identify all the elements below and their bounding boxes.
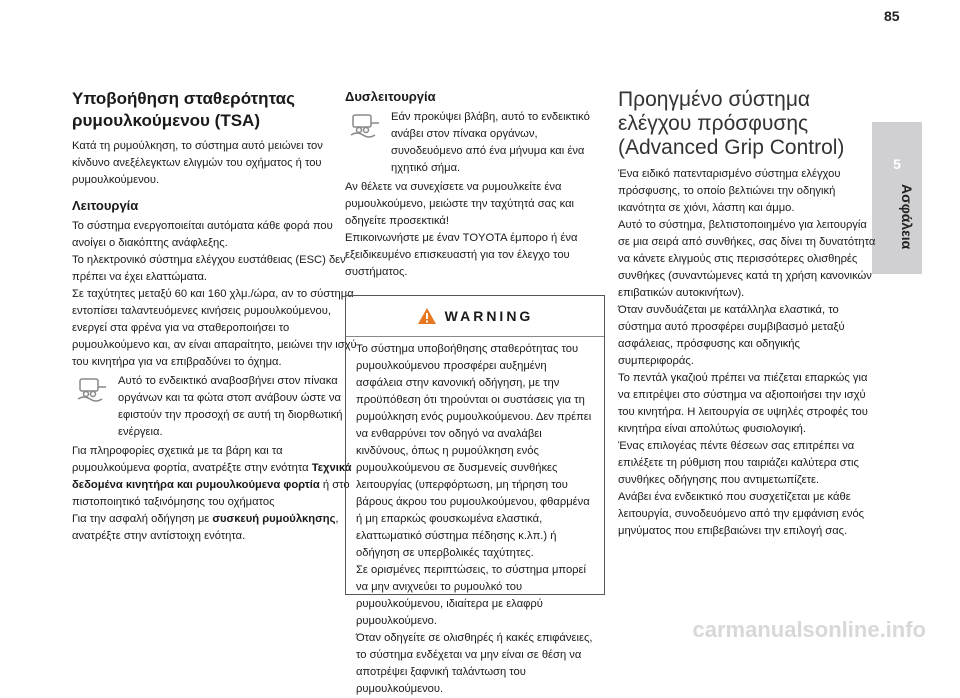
malfunction-heading: Δυσλειτουργία xyxy=(345,89,436,104)
warning-text-3: Όταν οδηγείτε σε ολισθηρές ή κακές επιφάνειες, το σύστημα ενδέχεται να μην είναι σε θέση να αποτρέψει ξαφνική ταλάντωση του ρυμουλκούμενου. xyxy=(356,632,593,695)
column-malfunction xyxy=(345,88,605,695)
chapter-tab xyxy=(872,122,922,274)
chapter-label: Ασφάλεια xyxy=(899,184,915,250)
warning-header xyxy=(346,296,604,337)
warning-text-2: Σε ορισμένες περιπτώσεις, το σύστημα μπορεί να μην ανιχνεύει το ρυμουλκό του ρυμουλκούμενου, ιδιαίτερα με ελαφρύ ρυμουλκούμενο. xyxy=(356,564,587,627)
grip-para3: Όταν συνδυάζεται με κατάλληλα ελαστικά, το σύστημα αυτό προσφέρει συμβιβασμό μεταξύ ασφάλειας, πρόσφυσης και οδηγικής συμπεριφοράς. xyxy=(618,304,845,367)
tsa-note xyxy=(72,373,358,441)
tsa-para2: Το ηλεκτρονικό σύστημα ελέγχου ευστάθειας (ESC) δεν πρέπει να έχει ελαττώματα. xyxy=(72,254,346,283)
trailer-fault-icon xyxy=(345,111,385,139)
warning-text: Το σύστημα υποβοήθησης σταθερότητας του ρυμουλκούμενου προσφέρει αυξημένη ασφάλεια στην κανονική οδήγηση, με την προϋπόθεση ότι τηρούνται οι συστάσεις για τη ρυμούλκηση ενός ρυμουλκούμενου. Δεν πρέπει να ενθαρρύνει τον οδηγό να αναλάβει κινδύνους, όπως η ρυμούλκηση ενός ρυμουλκούμενου σε δυσμενείς συνθήκες λειτουργίας (υπερφόρτωση, μη τήρηση του βάρους άκρου του ρυμουλκούμενου, φθαρμένα ή μη επαρκώς φουσκωμένα ελαστικά, ελαττωματικό σύστημα πέδησης κ.λπ.) ή οδήγηση σε υπερβολικές ταχύτητες. xyxy=(356,343,592,559)
warning-triangle-icon xyxy=(417,307,437,325)
watermark: carmanualsonline.info xyxy=(692,617,926,642)
tsa-note-text: Αυτό το ενδεικτικό αναβοσβήνει στον πίνακα οργάνων και τα φώτα στοπ ανάβουν ώστε να εφιστούν την προσοχή σε αυτή τη διορθωτική ενέργεια. xyxy=(118,375,343,438)
grip-para6: Ανάβει ένα ενδεικτικό που συσχετίζεται με κάθε λειτουργία, συνοδευόμενο από την εμφάνιση ενός μηνύματος που επιβεβαιώνει την επιλογή σας. xyxy=(618,491,865,537)
grip-control-title: Προηγμένο σύστημα ελέγχου πρόσφυσης (Advanced Grip Control) xyxy=(618,88,845,159)
towing-device-text: συσκευή ρυμούλκησης xyxy=(212,513,336,525)
malfunction-note-text: Εάν προκύψει βλάβη, αυτό το ενδεικτικό ανάβει στον πίνακα οργάνων, συνοδευόμενο από ένα μήνυμα και ένα ηχητικό σήμα. xyxy=(391,111,590,174)
tech-data-link-text: Τεχνικά δεδομένα κινητήρα και ρυμουλκούμενα φορτία xyxy=(72,462,352,491)
tsa-para1: Το σύστημα ενεργοποιείται αυτόματα κάθε φορά που ανοίγει ο διακόπτης ανάφλεξης. xyxy=(72,220,333,249)
warning-label: WARNING xyxy=(444,307,534,324)
column-grip-control xyxy=(618,88,878,540)
tsa-para4: Για πληροφορίες σχετικά με τα βάρη και τα ρυμουλκούμενα φορτία, ανατρέξτε στην ενότητα Τεχνικά δεδομένα κινητήρα και ρυμουλκούμενα φορτία ή στο πιστοποιητικό ταξινόμησης του οχήματος xyxy=(72,445,352,508)
trailer-warning-icon xyxy=(72,375,112,403)
grip-para1: Ένα ειδικό πατενταρισμένο σύστημα ελέγχου πρόσφυσης, το οποίο βελτιώνει την οδηγική ικανότητα σε χιόνι, λάσπη και άμμο. xyxy=(618,168,841,214)
chapter-number: 5 xyxy=(893,156,901,172)
column-tsa xyxy=(72,88,358,545)
malfunction-para1: Αν θέλετε να συνεχίσετε να ρυμουλκείτε ένα ρυμουλκούμενο, μειώστε την ταχύτητά σας και οδηγείτε προσεκτικά! xyxy=(345,181,575,227)
malfunction-para2: Επικοινωνήστε με έναν TOYOTA έμπορο ή ένα εξειδικευμένο επισκευαστή για τον έλεγχο του συστήματος. xyxy=(345,232,578,278)
page-number: 85 xyxy=(884,8,900,24)
tsa-intro: Κατά τη ρυμούλκηση, το σύστημα αυτό μειώνει τον κίνδυνο ανεξέλεγκτων ελιγμών του οχήματος ή του ρυμουλκούμενου. xyxy=(72,140,323,186)
tsa-title: Υποβοήθηση σταθερότητας ρυμουλκούμενου (TSA) xyxy=(72,89,295,130)
tsa-para3: Σε ταχύτητες μεταξύ 60 και 160 χλμ./ώρα, αν το σύστημα εντοπίσει ταλαντευόμενες κινήσεις ρυμουλκούμενου, ενεργεί στα φρένα για να σταθεροποιήσει το ρυμουλκούμενο και, αν είναι απαραίτητο, μειώνει την ισχύ του κινητήρα για να επιβραδύνει το όχημα. xyxy=(72,288,357,368)
warning-box xyxy=(345,295,605,695)
tsa-para5: Για την ασφαλή οδήγηση με συσκευή ρυμούλκησης, ανατρέξτε στην αντίστοιχη ενότητα. xyxy=(72,513,339,542)
grip-para2: Αυτό το σύστημα, βελτιστοποιημένο για λειτουργία σε μια σειρά από συνθήκες, σας δίνει τη δυνατότητα να κάνετε ελιγμούς στις περισσότερες ολισθηρές συνθήκες (συναντώμενες κατά τη χρήση κανονικών επιβατικών αυτοκινήτων). xyxy=(618,219,876,299)
grip-para5: Ένας επιλογέας πέντε θέσεων σας επιτρέπει να επιλέξετε τη ρύθμιση που ταιριάζει καλύτερα στις συνθήκες οδήγησης που αντιμετωπίζετε. xyxy=(618,440,859,486)
malfunction-note xyxy=(345,109,605,177)
operation-heading: Λειτουργία xyxy=(72,198,139,213)
grip-para4: Το πεντάλ γκαζιού πρέπει να πιέζεται επαρκώς για να επιτρέψει στο σύστημα να αξιοποιήσει την ισχύ του κινητήρα. Η λειτουργία σε υψηλές στροφές του κινητήρα είναι απολύτως φυσιολογική. xyxy=(618,372,868,435)
